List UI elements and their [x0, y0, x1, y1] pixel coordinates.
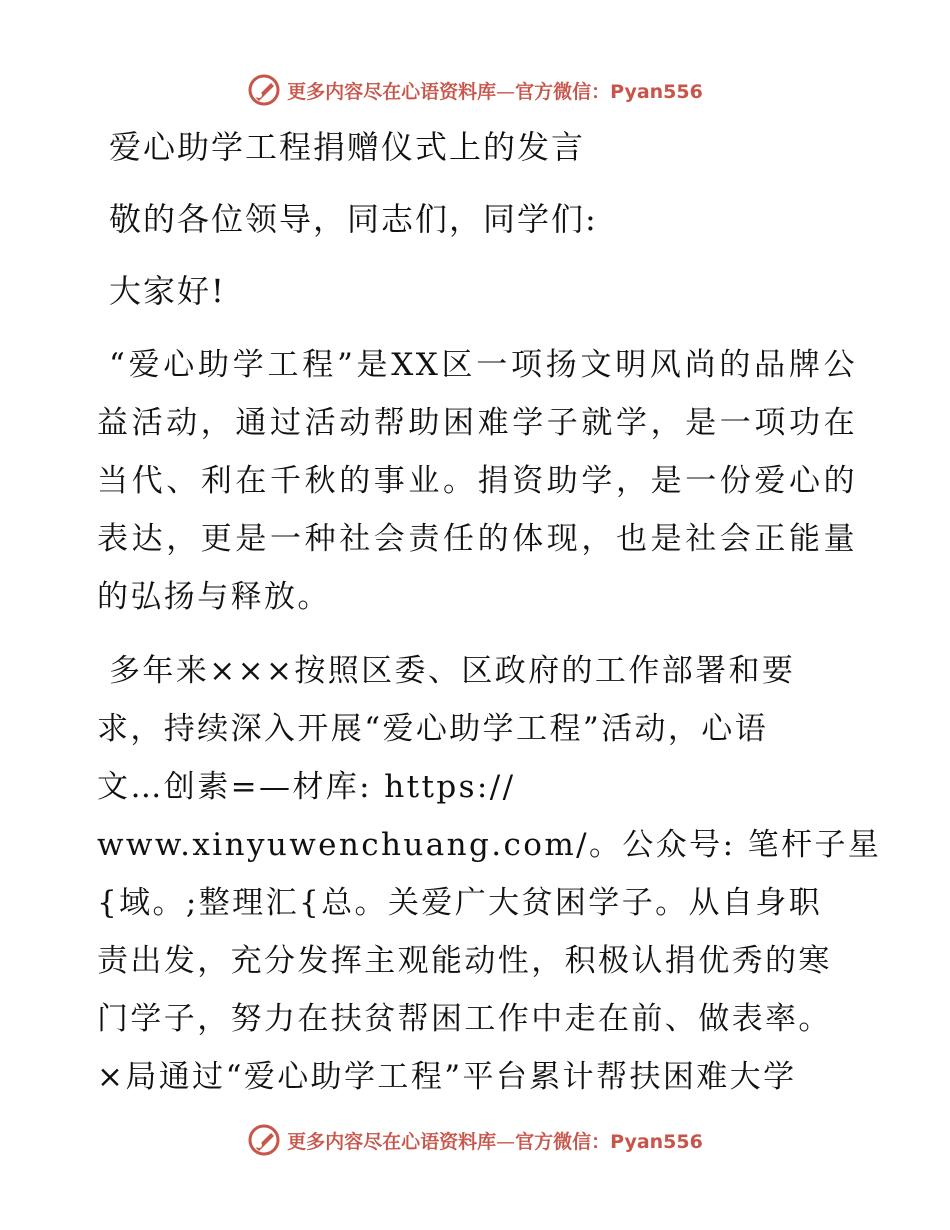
paragraph-2-line: ×局通过“爱心助学工程”平台累计帮扶困难大学: [97, 1059, 797, 1095]
pen-logo-icon: [247, 1123, 281, 1157]
document-body: [97, 118, 882, 1106]
document-title: 爱心助学工程捐赠仪式上的发言: [109, 128, 586, 166]
banner-main-text: 更多内容尽在心语资料库: [287, 80, 497, 103]
banner-wechat-label: 官方微信：: [515, 80, 611, 103]
banner-text: [287, 1127, 703, 1154]
banner-separator: —: [496, 80, 516, 103]
banner-wechat-id: Pyan556: [610, 1130, 703, 1153]
footer-banner: [0, 1120, 950, 1160]
paragraph-2-line: 多年来×××按照区委、区政府的工作部署和要: [109, 653, 796, 689]
paragraph-2-line: 求，持续深入开展“爱心助学工程”活动，心语: [97, 711, 769, 747]
banner-text: [287, 77, 703, 104]
banner-wechat-label: 官方微信：: [515, 1130, 611, 1153]
header-banner: [0, 70, 950, 110]
paragraph-2: [97, 642, 882, 1106]
salutation: 敬的各位领导，同志们，同学们:: [109, 200, 598, 238]
paragraph-2-line: 责出发，充分发挥主观能动性，积极认捐优秀的寒: [97, 943, 832, 979]
banner-main-text: 更多内容尽在心语资料库: [287, 1130, 497, 1153]
paragraph-2-line: 门学子，努力在扶贫帮困工作中走在前、做表率。: [97, 1001, 832, 1037]
paragraph-2-line: {域。;整理汇{总。关爱广大贫困学子。从自身职: [97, 885, 823, 921]
greeting: 大家好!: [109, 272, 226, 310]
paragraph-2-line: 文…创素=—材库: https://: [97, 769, 516, 805]
paragraph-2-line: www.xinyuwenchuang.com/。公众号: 笔杆子星: [97, 827, 882, 863]
pen-logo-icon: [247, 73, 281, 107]
banner-wechat-id: Pyan556: [610, 80, 703, 103]
banner-separator: —: [496, 1130, 516, 1153]
paragraph-1: “爱心助学工程”是XX区一项扬文明风尚的品牌公益活动，通过活动帮助困难学子就学，是一项功在当代、利在千秋的事业。捐资助学，是一份爱心的表达，更是一种社会责任的体现，也是社会正能量的弘扬与释放。: [97, 347, 857, 615]
